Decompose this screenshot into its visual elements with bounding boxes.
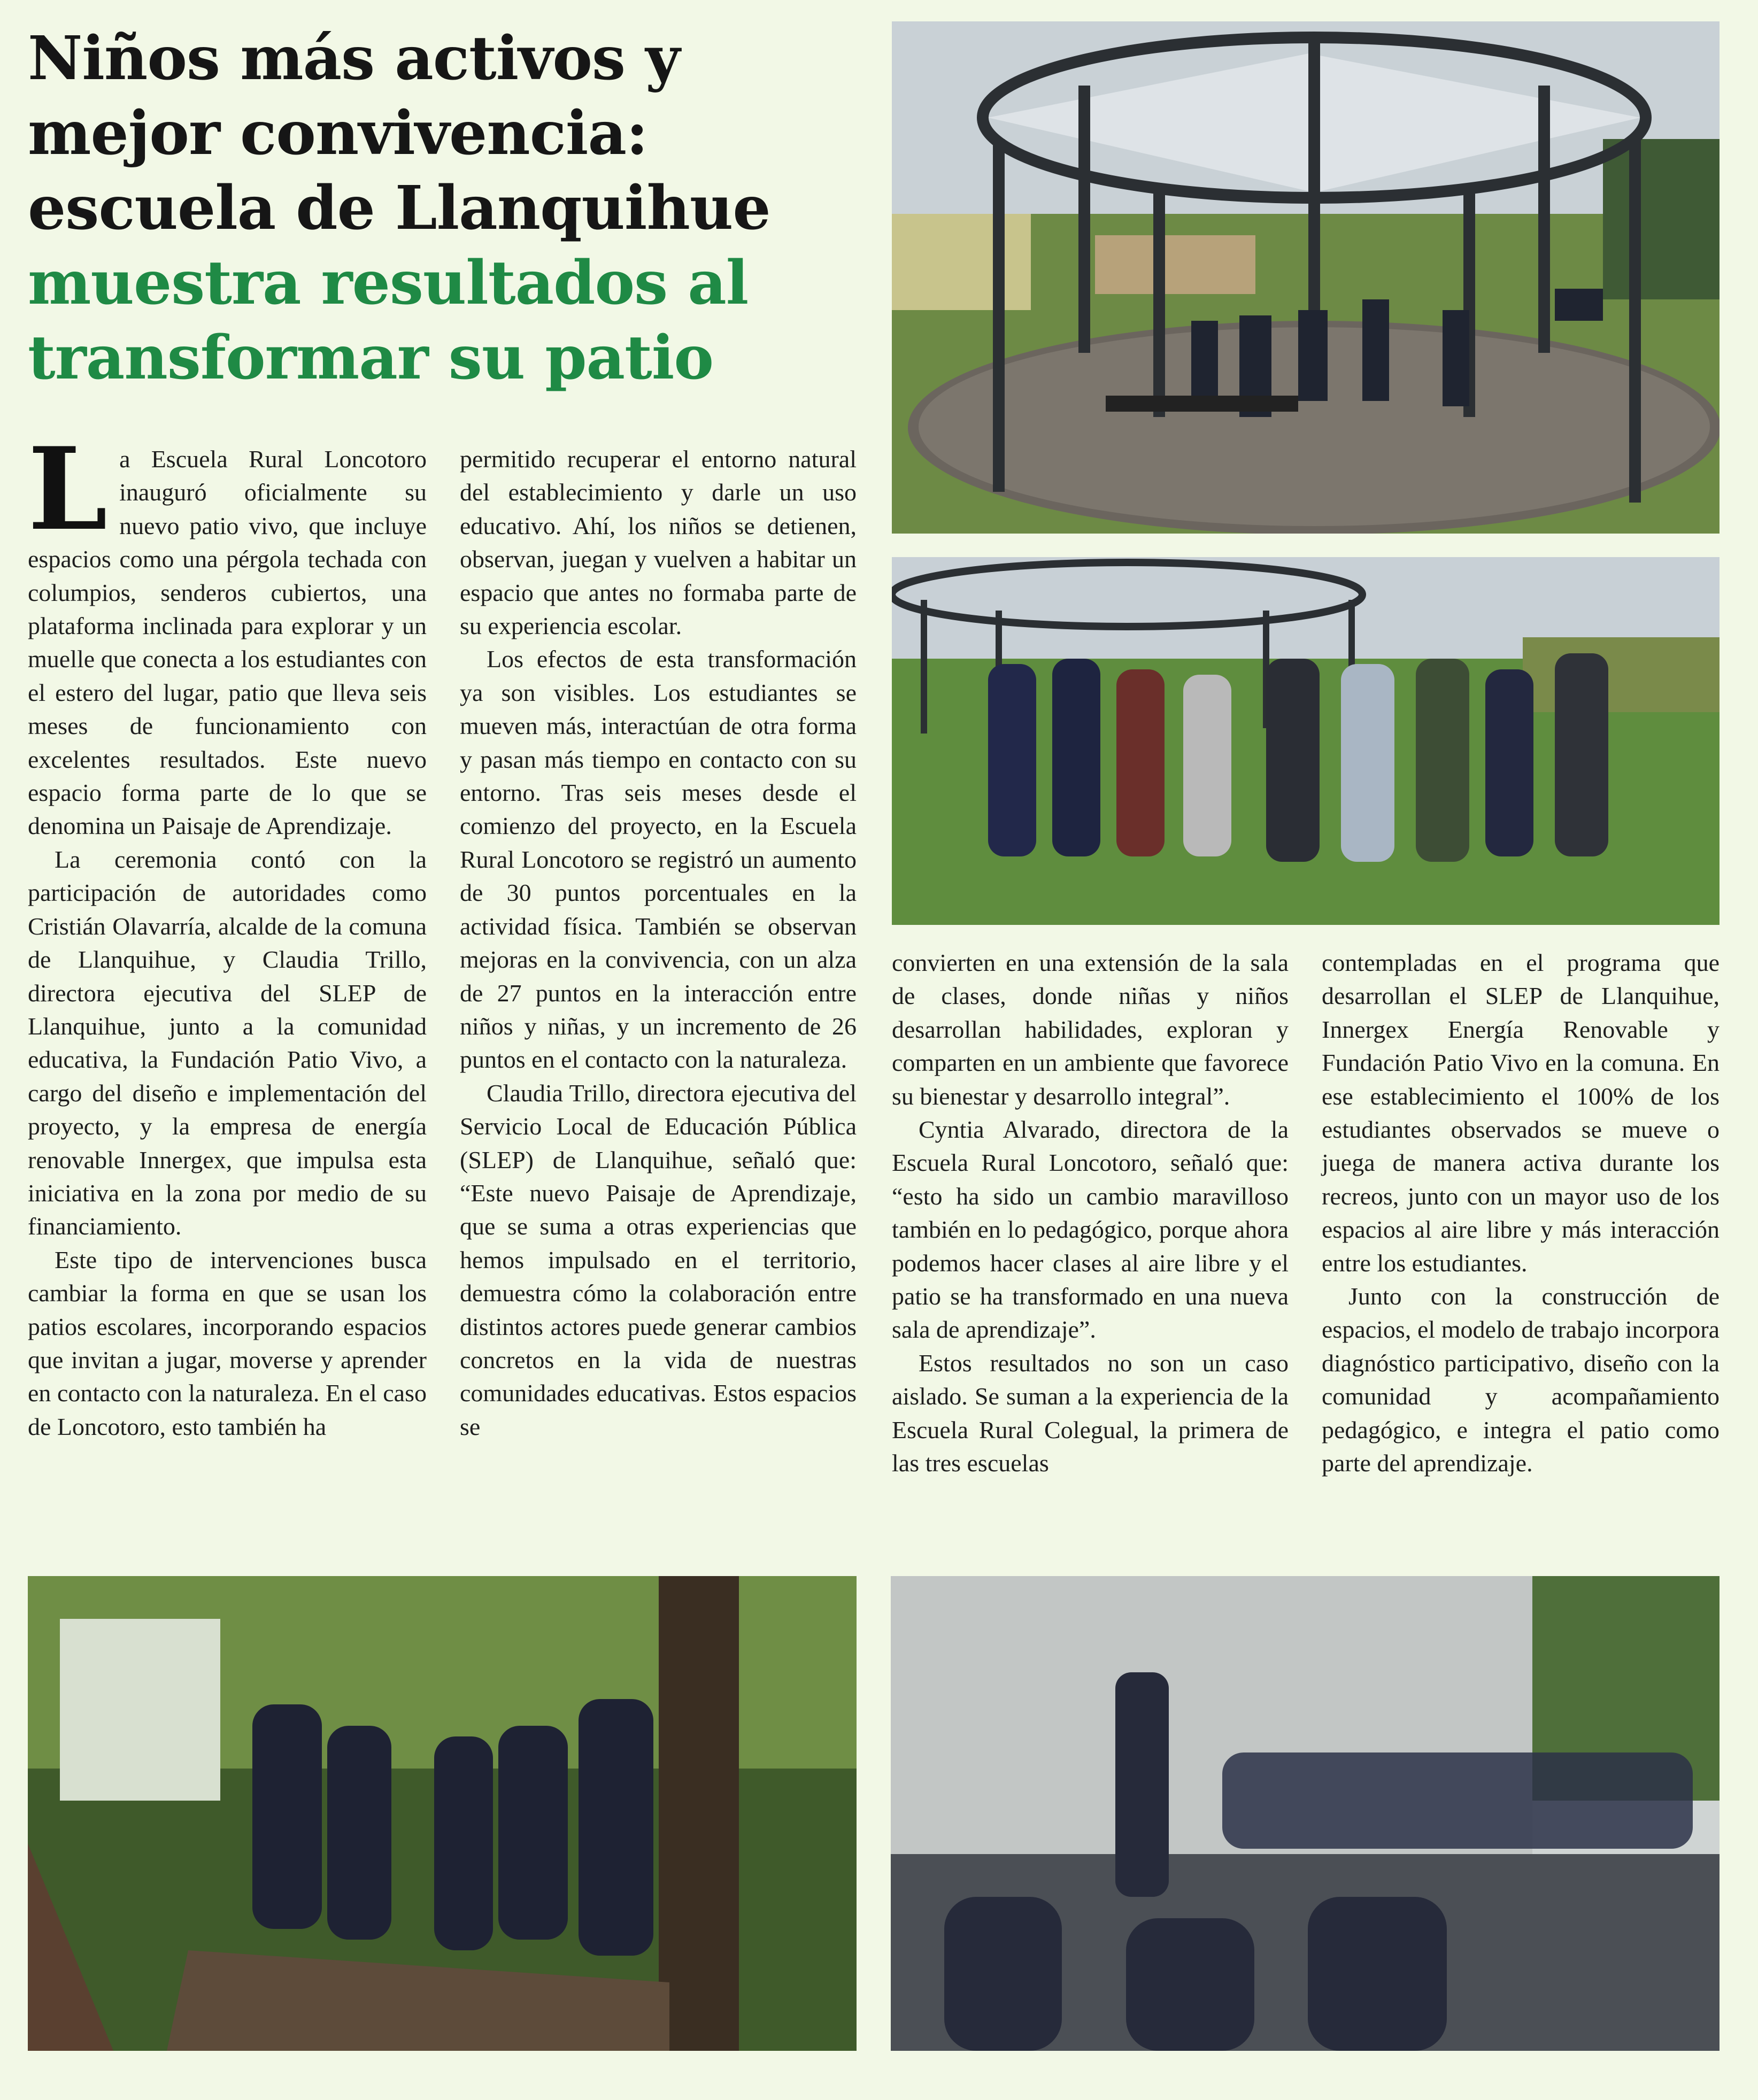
article-column-1 <box>28 422 427 1443</box>
headline-part-dark: Niños más activos y mejor convivencia: escuela de Llanquihue <box>28 24 770 243</box>
article-paragraph: permitido recuperar el entorno natural del establecimiento y darle un uso educativo. Ahí, los niños se detienen, observan, juegan y vuelven a habitar un espacio que antes no formaba parte de su experiencia escolar. <box>460 445 857 640</box>
article-paragraph: La ceremonia contó con la participación de autoridades como Cristián Olavarría, alcalde de la comuna de Llanquihue, y Claudia Trillo, directora ejecutiva del SLEP de Llanquihue, junto a la comunidad educativa, la Fundación Patio Vivo, a cargo del diseño e implementación del proyecto, y la empresa de energía renovable Innergex, que impulsa esta iniciativa en la zona por medio de su financiamiento. <box>28 845 427 1240</box>
headline <box>28 21 862 396</box>
headline-part-green: muestra resultados al transformar su patio <box>28 248 749 393</box>
article-paragraph: convierten en una extensión de la sala de clases, donde niñas y niños desarrollan habilidades, exploran y comparten en un ambiente que favorece su bienestar y desarrollo integral”. <box>892 949 1289 1110</box>
article-paragraph: Junto con la construcción de espacios, el modelo de trabajo incorpora diagnóstico participativo, diseño con la comunidad y acompañamiento pedagógico, e integra el patio como parte del aprendizaje. <box>1322 1283 1720 1477</box>
article-paragraph: Estos resultados no son un caso aislado. Se suman a la experiencia de la Escuela Rural Colegual, la primera de las tres escuelas <box>892 1349 1289 1477</box>
article-paragraph: contempladas en el programa que desarrollan el SLEP de Llanquihue, Innergex Energía Renovable y Fundación Patio Vivo en la comuna. En ese establecimiento el 100% de los estudiantes observados se mueve o juega de manera activa durante los recreos, junto con un mayor uso de los espacios al aire libre y más interacción entre los estudiantes. <box>1322 949 1720 1277</box>
article-paragraph: Cyntia Alvarado, directora de la Escuela Rural Loncotoro, señaló que: “esto ha sido un cambio maravilloso también en lo pedagógico, porque ahora podemos hacer clases al aire libre y el patio se ha transformado en una nueva sala de aprendizaje”. <box>892 1116 1289 1344</box>
photo-group <box>892 557 1720 925</box>
article-paragraph: Este tipo de intervenciones busca cambiar la forma en que se usan los patios escolares, incorporando espacios que invitan a jugar, moverse y aprender en contacto con la naturaleza. En el caso de Loncotoro, esto también ha <box>28 1246 427 1440</box>
article-column-4 <box>1322 946 1720 1480</box>
photo-activity <box>891 1576 1720 2051</box>
article-column-2 <box>460 443 857 1443</box>
photo-pergola <box>892 21 1720 534</box>
article-paragraph: La Escuela Rural Loncotoro inauguró oficialmente su nuevo patio vivo, que incluye espacios como una pérgola techada con columpios, senderos cubiertos, una plataforma inclinada para explorar y un muelle que conecta a los estudiantes con el estero del lugar, patio que lleva seis meses de funcionamiento con excelentes resultados. Este nuevo espacio forma parte de lo que se denomina un Paisaje de Aprendizaje. <box>28 422 427 840</box>
article-column-3 <box>892 946 1289 1480</box>
article-paragraph: Claudia Trillo, directora ejecutiva del Servicio Local de Educación Pública (SLEP) de Llanquihue, señaló que: “Este nuevo Paisaje de Aprendizaje, que se suma a otras experiencias que hemos impulsado en el territorio, demuestra cómo la colaboración entre distintos actores puede generar cambios concretos en la vida de nuestras comunidades educativas. Estos espacios se <box>460 1079 857 1440</box>
drop-cap: L <box>28 422 108 555</box>
article-paragraph: Los efectos de esta transformación ya son visibles. Los estudiantes se mueven más, interactúan de otra forma y pasan más tiempo en contacto con su entorno. Tras seis meses desde el comienzo del proyecto, en la Escuela Rural Loncotoro se registró un aumento de 30 puntos porcentuales en la actividad física. También se observan mejoras en la convivencia, con un alza de 27 puntos en la interacción entre niños y niñas, y un incremento de 26 puntos en el contacto con la naturaleza. <box>460 645 857 1074</box>
photo-forest <box>28 1576 857 2051</box>
